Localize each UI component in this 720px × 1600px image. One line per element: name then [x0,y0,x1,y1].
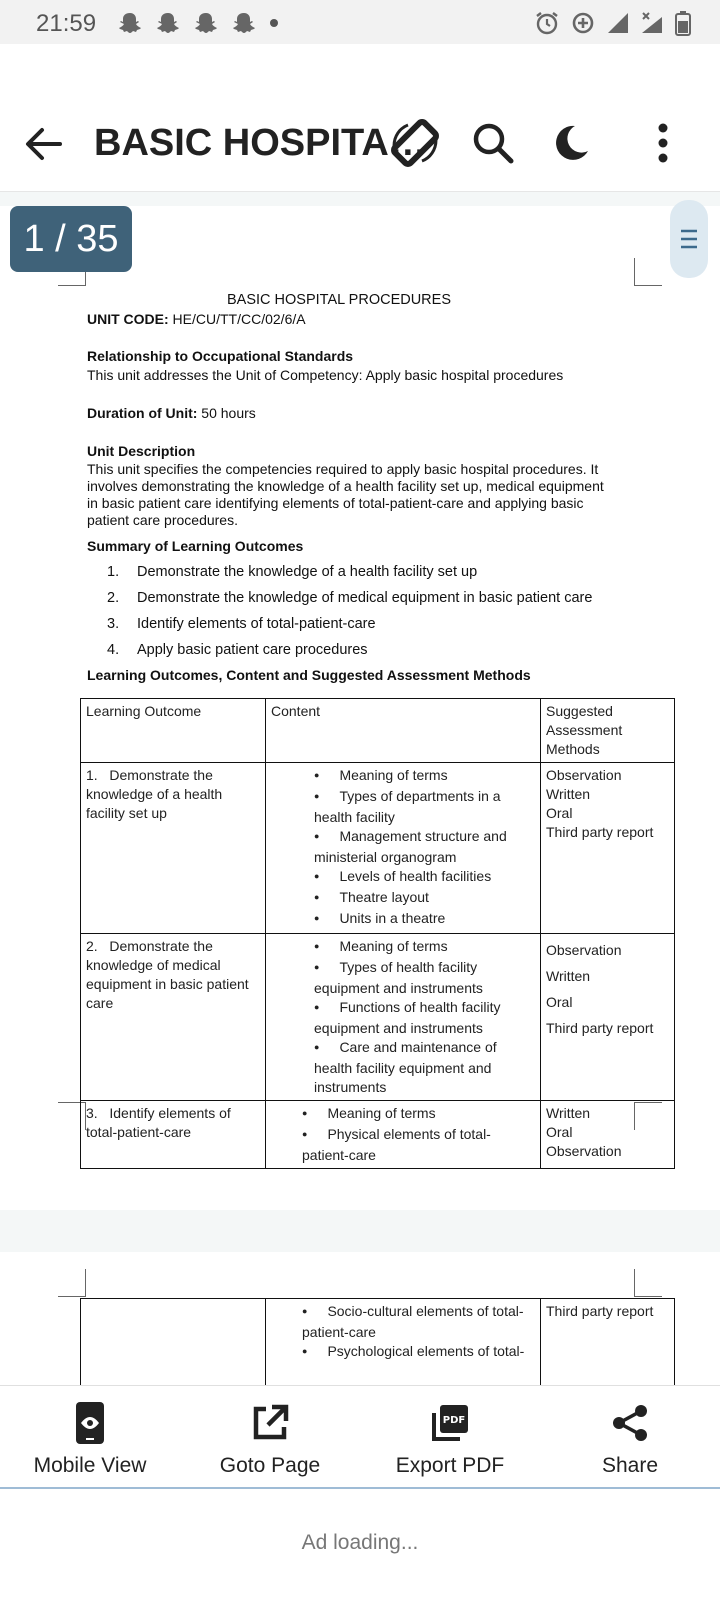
alarm-icon [534,10,560,36]
methods-cell: Observation Written Oral Third party report [541,934,675,1101]
app-bar [0,44,720,192]
table-header-row [81,699,675,763]
more-vert-icon [655,123,671,163]
description-line: This unit specifies the competencies required to apply basic hospital procedures. It [87,461,599,477]
duration [87,405,256,422]
table-header-cell: Content [266,699,541,763]
outcome-cell: 1. Demonstrate the knowledge of a health facility set up [81,763,266,934]
crop-mark [58,1269,86,1297]
content-item: ● Units in a theatre [306,909,535,930]
snapchat-icon [194,12,218,34]
description-line: involves demonstrating the knowledge of a health facility set up, medical equipment [87,478,604,494]
methods-cell: Written Oral Observation [541,1101,675,1169]
methods-cell: Observation Written Oral Third party report [541,763,675,934]
content-item: ● Meaning of terms [306,766,535,787]
ad-banner[interactable] [0,1489,720,1600]
signal-no-data-icon [640,11,664,35]
outcome-cell: 2. Demonstrate the knowledge of medical equipment in basic patient care [81,934,266,1101]
description-line: patient care procedures. [87,512,238,528]
outcomes-table [80,698,675,1169]
search-button[interactable] [466,116,520,170]
mobile-view-button[interactable]: Mobile View [0,1386,180,1487]
screen-rotation-button[interactable] [388,116,442,170]
content-item: ● Socio-cultural elements of total-patient-care [294,1302,535,1342]
content-item: ● Types of health facility equipment and instruments [306,958,535,998]
content-item: ● Theatre layout [306,888,535,909]
content-cell [266,1299,541,1389]
more-options-button[interactable] [636,116,690,170]
crop-mark [634,1269,662,1297]
export-pdf-icon [430,1403,470,1443]
table-header-cell: Learning Outcome [81,699,266,763]
status-bar [0,0,720,44]
svg-text:PDF: PDF [442,1415,466,1426]
battery-icon [674,10,692,36]
outcome-cell: 3. Identify elements of total-patient-care [81,1101,266,1169]
unit-code [87,311,306,328]
back-arrow-icon[interactable] [22,122,66,166]
notification-icons [118,12,278,34]
dark-mode-icon [551,123,591,163]
table-row [81,763,675,934]
dark-mode-button[interactable] [544,116,598,170]
content-item: ● Care and maintenance of health facility equipment and instruments [306,1038,535,1097]
outcome-list-item: 4. Apply basic patient care procedures [107,642,368,658]
outcome-list-item: 3. Identify elements of total-patient-care [107,616,376,632]
goto-page-icon [250,1403,290,1443]
document-viewer[interactable] [0,192,720,1385]
data-saver-icon [570,10,596,36]
document-title: BASIC HOSPITA… [94,122,427,164]
content-item: ● Physical elements of total-patient-care [294,1125,535,1165]
more-notifications-dot [270,19,278,27]
duration-label: Duration of Unit: [87,405,198,421]
table-row [81,934,675,1101]
relationship-text: This unit addresses the Unit of Competency: Apply basic hospital procedures [87,367,564,383]
outcomes-table-continued [80,1298,675,1389]
menu-lines-icon [680,229,698,249]
content-item: ● Management structure and ministerial organogram [306,827,535,867]
export-pdf-button[interactable]: PDF Export PDF [360,1386,540,1487]
table-heading: Learning Outcomes, Content and Suggested Assessment Methods [87,667,531,683]
scroll-handle[interactable] [670,200,708,278]
document-page [0,206,720,1210]
share-icon [610,1403,650,1443]
crop-mark [634,258,662,286]
snapchat-icon [118,12,142,34]
goto-page-button[interactable]: Goto Page [180,1386,360,1487]
content-item: ● Psychological elements of total- [294,1342,535,1363]
relationship-heading: Relationship to Occupational Standards [87,348,354,364]
outcome-list-item: 1. Demonstrate the knowledge of a health facility set up [107,564,478,580]
description-line: in basic patient care identifying elements of total-patient-care and applying basic [87,495,584,511]
page-counter: 1 / 35 [10,206,132,272]
content-item: ● Functions of health facility equipment and instruments [306,998,535,1038]
system-icons [534,10,692,36]
content-item: ● Meaning of terms [306,937,535,958]
content-item: ● Types of departments in a health facility [306,787,535,827]
outcome-list-item: 2. Demonstrate the knowledge of medical equipment in basic patient care [107,590,593,606]
content-cell [266,763,541,934]
screen-rotation-icon [388,116,442,170]
status-time: 21:59 [36,10,97,37]
content-cell [266,934,541,1101]
outcome-cell [81,1299,266,1389]
mobile-view-icon [74,1401,106,1445]
description-heading: Unit Description [87,443,196,459]
content-item: ● Levels of health facilities [306,867,535,888]
bottom-action-bar [0,1385,720,1489]
content-item: ● Meaning of terms [294,1104,535,1125]
ad-loading-text: Ad loading... [301,1531,419,1554]
table-row [81,1101,675,1169]
snapchat-icon [156,12,180,34]
doc-heading: BASIC HOSPITAL PROCEDURES [227,292,451,308]
search-icon [471,121,515,165]
duration-value: 50 hours [197,405,256,421]
snapchat-icon [232,12,256,34]
share-button[interactable]: Share [540,1386,720,1487]
content-cell [266,1101,541,1169]
summary-heading: Summary of Learning Outcomes [87,538,304,554]
methods-cell: Third party report [541,1299,675,1389]
table-row [81,1299,675,1389]
unit-code-value: HE/CU/TT/CC/02/6/A [168,311,306,327]
table-header-cell: Suggested Assessment Methods [541,699,675,763]
unit-code-label: UNIT CODE: [87,311,169,327]
signal-icon [606,11,630,35]
